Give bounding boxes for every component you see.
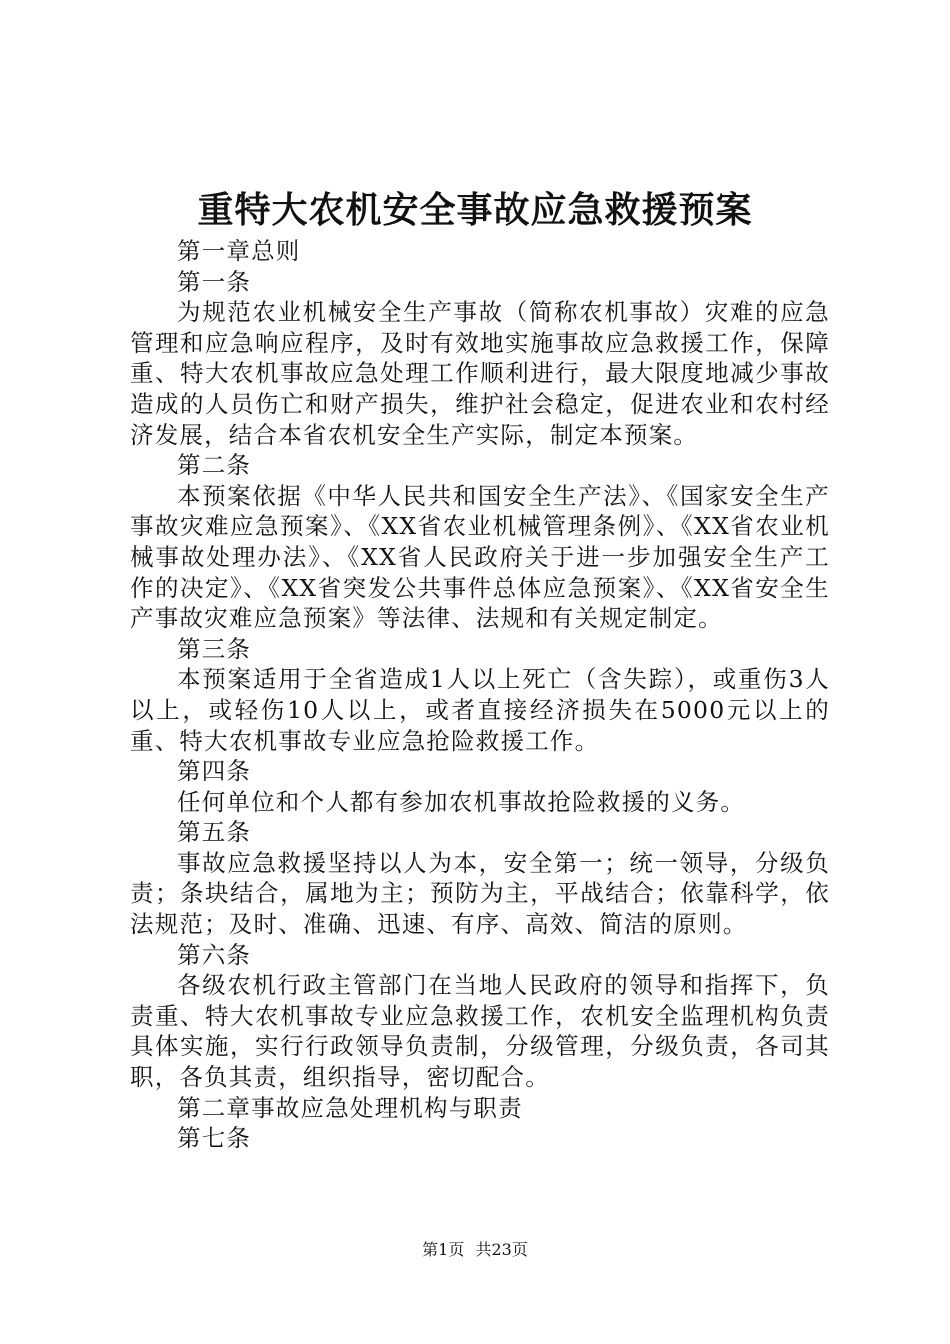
article-heading: 第二条 <box>177 451 252 480</box>
article-heading: 第一条 <box>177 267 252 296</box>
article-text: 本预案依据《中华人民共和国安全生产法》、《国家安全生产事故灾难应急预案》、《XX省农业机械管理条例》、《XX省农业机械事故处理办法》、《XX省人民政府关于进一步加强安全生产工作的决定》、《XX省突发公共事件总体应急预案》、《XX省安全生产事故灾难应急预案》等法律、法规和有关规定制定。 <box>130 481 830 633</box>
article-heading: 第六条 <box>177 940 252 969</box>
page-number: 第1页 <box>422 1240 465 1259</box>
article-text: 为规范农业机械安全生产事故（简称农机事故）灾难的应急管理和应急响应程序，及时有效地实施事故应急救援工作，保障重、特大农机事故应急处理工作顺利进行，最大限度地减少事故造成的人员伤亡和财产损失，维护社会稳定，促进农业和农村经济发展，结合本省农机安全生产实际，制定本预案。 <box>130 298 830 449</box>
document-body <box>130 236 830 1154</box>
page-footer <box>0 1239 950 1261</box>
article-text: 任何单位和个人都有参加农机事故抢险救援的义务。 <box>177 787 746 816</box>
article-heading: 第四条 <box>177 757 252 786</box>
article-text: 各级农机行政主管部门在当地人民政府的领导和指挥下，负责重、特大农机事故专业应急救援工作，农机安全监理机构负责具体实施，实行行政领导负责制，分级管理，分级负责，各司其职，各负其责，组织指导，密切配合。 <box>130 971 830 1092</box>
document-title: 重特大农机安全事故应急救援预案 <box>197 189 753 231</box>
article-heading: 第三条 <box>177 634 252 663</box>
article-text: 本预案适用于全省造成1人以上死亡（含失踪），或重伤3人以上，或轻伤10人以上，或者直接经济损失在5000元以上的重、特大农机事故专业应急抢险救援工作。 <box>130 665 830 755</box>
chapter-heading: 第一章总则 <box>177 237 301 265</box>
page-total: 共23页 <box>475 1240 528 1259</box>
article-text: 事故应急救援坚持以人为本，安全第一；统一领导，分级负责；条块结合，属地为主；预防为主，平战结合；依靠科学，依法规范；及时、准确、迅速、有序、高效、简洁的原则。 <box>130 848 830 939</box>
article-heading: 第五条 <box>177 818 252 847</box>
article-heading: 第七条 <box>177 1124 252 1153</box>
chapter-heading: 第二章事故应急处理机构与职责 <box>177 1093 523 1122</box>
